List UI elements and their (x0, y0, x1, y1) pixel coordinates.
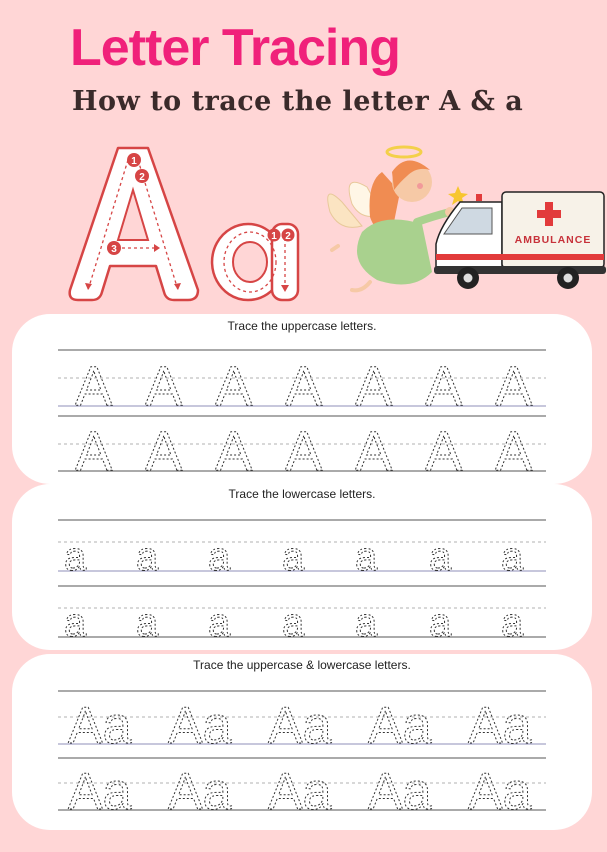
step-number: 1 (131, 156, 137, 167)
step-marker (135, 169, 149, 183)
lowercase-tracing-rows (12, 484, 592, 650)
section-instruction: Trace the uppercase & lowercase letters. (193, 658, 411, 672)
trace-letter: Aa (68, 697, 132, 755)
trace-letter: a (282, 535, 305, 579)
tracing-row (58, 586, 546, 645)
step-number: 2 (285, 231, 291, 242)
trace-letter: Aa (268, 697, 332, 755)
tracing-row (58, 520, 546, 579)
uppercase-a-guide (70, 148, 198, 300)
tracing-row (58, 350, 546, 417)
trace-letter: a (355, 601, 378, 645)
stroke-order-illustration (66, 140, 316, 306)
trace-letter: Aa (168, 697, 232, 755)
trace-letter: a (501, 601, 524, 645)
trace-letter: a (136, 535, 159, 579)
tracing-row (58, 691, 546, 755)
trace-letter: Aa (68, 763, 132, 821)
tracing-row (58, 416, 546, 482)
step-marker (127, 153, 141, 167)
section-instruction: Trace the lowercase letters. (228, 487, 376, 501)
trace-letter: a (208, 601, 231, 645)
trace-letter: a (282, 601, 305, 645)
trace-letter: A (285, 354, 323, 417)
section-instruction: Trace the uppercase letters. (227, 319, 377, 333)
step-number: 2 (139, 172, 145, 183)
trace-letter: A (75, 354, 113, 417)
trace-letter: Aa (368, 763, 432, 821)
trace-letter: Aa (268, 763, 332, 821)
trace-letter: A (355, 354, 393, 417)
trace-letter: a (208, 535, 231, 579)
trace-letter: A (285, 419, 323, 482)
page-subtitle: How to trace the letter A & a (72, 86, 524, 117)
lowercase-section (12, 484, 592, 650)
trace-letter: A (495, 419, 533, 482)
trace-letter: Aa (168, 763, 232, 821)
uppercase-tracing-rows (12, 314, 592, 484)
trace-letter: a (355, 535, 378, 579)
trace-letter: A (145, 419, 183, 482)
trace-letter: Aa (368, 697, 432, 755)
trace-letter: a (429, 535, 452, 579)
tracing-row (58, 758, 546, 821)
trace-letter: A (355, 419, 393, 482)
trace-letter: A (425, 354, 463, 417)
ambulance-label: AMBULANCE (514, 234, 592, 246)
trace-letter: A (215, 354, 253, 417)
trace-letter: a (64, 601, 87, 645)
uppercase-section (12, 314, 592, 484)
trace-letter: Aa (468, 763, 532, 821)
trace-letter: Aa (468, 697, 532, 755)
ambulance-illustration (432, 186, 607, 294)
trace-letter: a (136, 601, 159, 645)
mixed-tracing-rows (12, 654, 592, 830)
trace-letter: A (215, 419, 253, 482)
step-marker (107, 241, 121, 255)
trace-letter: a (501, 535, 524, 579)
trace-letter: a (429, 601, 452, 645)
trace-letter: A (495, 354, 533, 417)
trace-letter: A (75, 419, 113, 482)
trace-letter: A (145, 354, 183, 417)
mixed-section (12, 654, 592, 830)
trace-letter: A (425, 419, 463, 482)
step-number: 1 (271, 231, 277, 242)
page-title: Letter Tracing (70, 19, 400, 77)
trace-letter: a (64, 535, 87, 579)
step-number: 3 (111, 244, 117, 255)
